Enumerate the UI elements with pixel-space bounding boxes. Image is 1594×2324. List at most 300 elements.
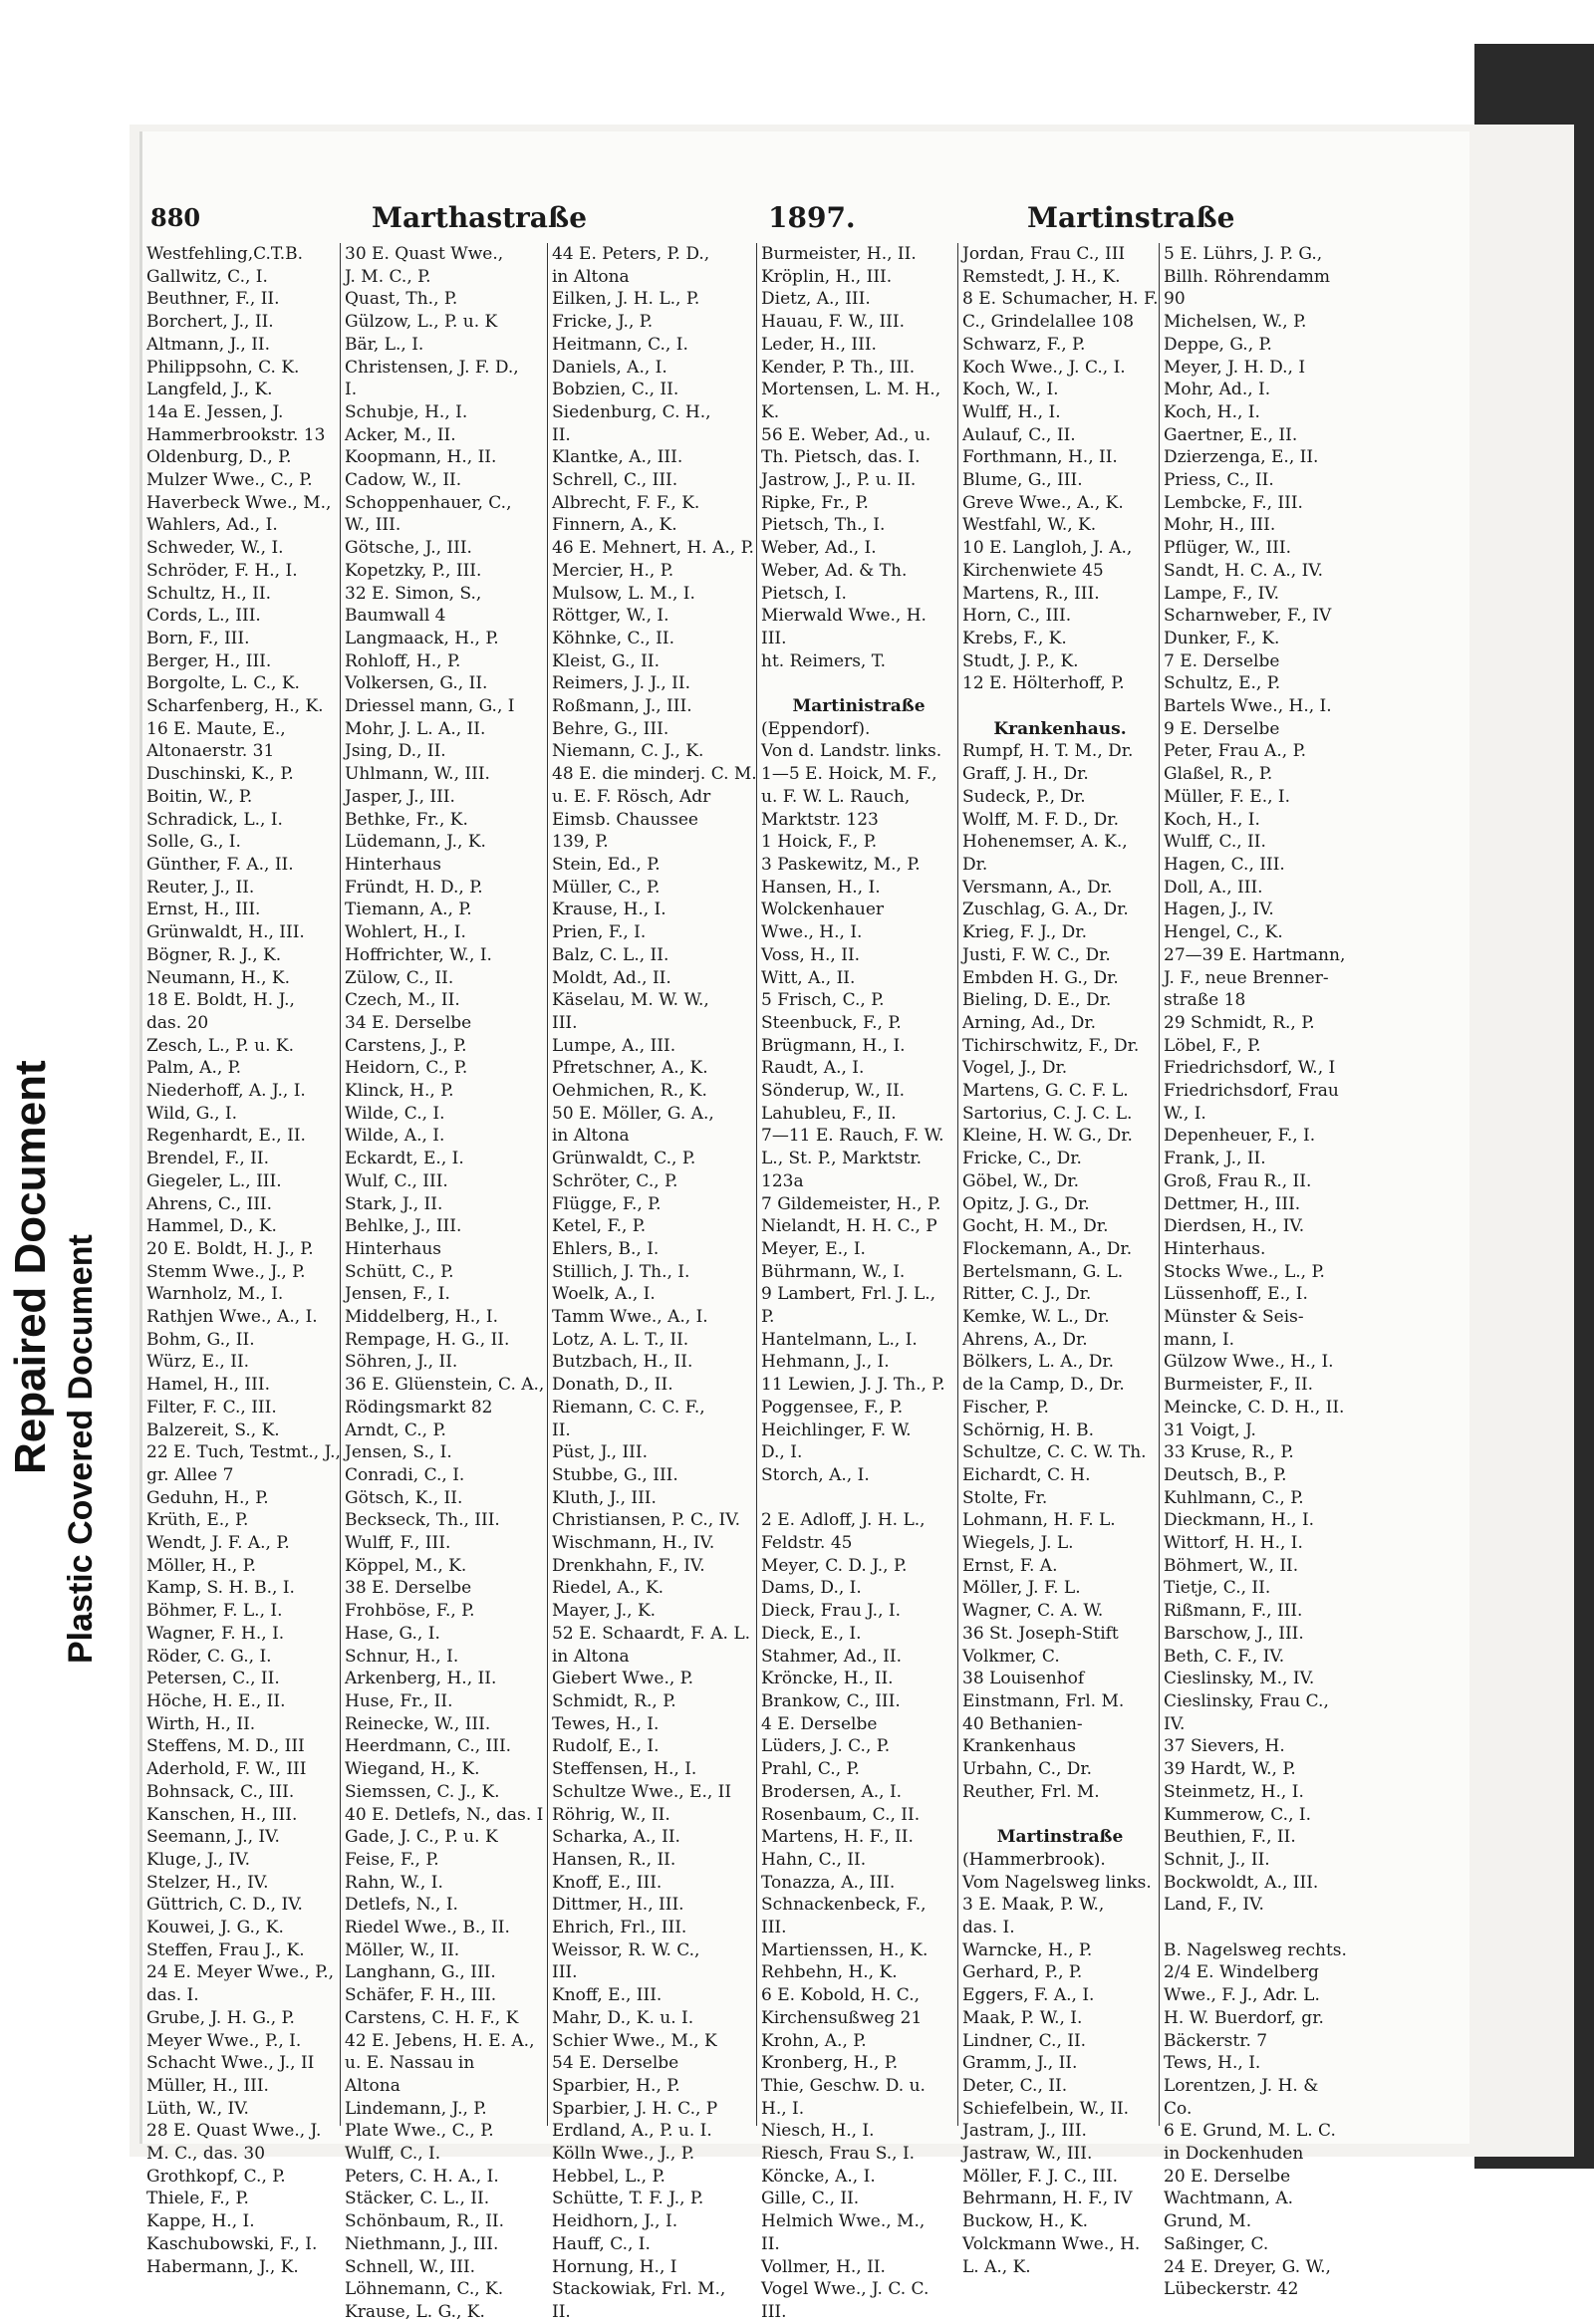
directory-line: 56 E. Weber, Ad., u. (761, 424, 931, 445)
directory-line: Stein, Ed., P. (552, 854, 661, 875)
directory-line: Koch Wwe., J. C., I. (962, 357, 1126, 378)
directory-line: Güttrich, C. D., IV. (146, 1895, 303, 1916)
directory-line: Justi, F. W. C., Dr. (962, 944, 1111, 965)
directory-line: Krebs, F., K. (962, 628, 1067, 648)
directory-line: Schier Wwe., M., K (552, 2030, 717, 2051)
directory-line: Urbahn, C., Dr. (962, 1759, 1093, 1780)
directory-line: u. F. W. L. Rauch, (761, 786, 911, 807)
directory-line: Wwe., F. J., Adr. L. (1164, 1985, 1320, 2006)
directory-line: 36 St. Joseph-Stift (962, 1623, 1119, 1644)
directory-line: Grothkopf, C., P. (146, 2166, 286, 2187)
column-4 (756, 243, 956, 2322)
directory-line: Krankenhaus (962, 1736, 1076, 1757)
directory-line: Schörnig, H. B. (962, 1420, 1095, 1440)
directory-line: Born, F., III. (146, 628, 250, 648)
directory-line: Müller, C., P. (552, 877, 661, 898)
directory-line: Steffensen, H., I. (552, 1759, 697, 1780)
directory-line: 14a E. Jessen, J. (146, 401, 284, 422)
directory-line: Weissor, R. W. C., (552, 1939, 700, 1960)
directory-line: Kaschubowski, F., I. (146, 2233, 318, 2254)
directory-line: Baumwall 4 (345, 606, 446, 627)
directory-line: Poggensee, F., P. (761, 1397, 904, 1418)
directory-line: Kirchenwiete 45 (962, 560, 1104, 581)
directory-line: Riedel, A., K. (552, 1578, 664, 1599)
side-label-line1: Repaired Document (6, 1060, 55, 1474)
directory-line: Dittmer, H., III. (552, 1895, 684, 1916)
directory-line: Löbel, F., P. (1164, 1035, 1261, 1056)
directory-line: 34 E. Derselbe (345, 1012, 472, 1033)
directory-line: Oldenburg, D., P. (146, 447, 292, 468)
directory-line: Lembcke, F., III. (1164, 492, 1303, 513)
directory-line: Koopmann, H., II. (345, 447, 497, 468)
directory-line: Kölln Wwe., J., P. (552, 2144, 695, 2165)
directory-line: Bertelsmann, G. L. (962, 1261, 1124, 1282)
directory-line: Peter, Frau A., P. (1164, 741, 1306, 762)
directory-line: Rosenbaum, C., II. (761, 1804, 921, 1825)
directory-line: Vogel Wwe., J. C. C. (761, 2279, 930, 2300)
directory-line: Tews, H., I. (1164, 2053, 1261, 2074)
directory-line: Co. (1164, 2098, 1193, 2119)
directory-line: Lüders, J. C., P. (761, 1736, 891, 1757)
directory-line: Hahn, C., II. (761, 1849, 867, 1870)
header-year: 1897. (768, 201, 856, 234)
directory-line: Ernst, F. A. (962, 1555, 1058, 1576)
directory-line: P. (761, 1307, 775, 1328)
directory-line: Volkersen, G., II. (345, 673, 488, 694)
directory-line: Stillich, J. Th., I. (552, 1261, 690, 1282)
directory-line: 4 E. Derselbe (761, 1713, 878, 1734)
directory-line: Regenhardt, E., II. (146, 1126, 306, 1147)
directory-line: III. (761, 2301, 787, 2322)
directory-line: Reinecke, W., III. (345, 1713, 491, 1734)
directory-line: Wolckenhauer (761, 900, 885, 920)
directory-line: Lüth, W., IV. (146, 2098, 249, 2119)
directory-line: Krause, H., I. (552, 900, 666, 920)
directory-line: Röhrig, W., II. (552, 1804, 670, 1825)
directory-line: Eggers, F. A., I. (962, 1985, 1095, 2006)
directory-line: Tietje, C., II. (1164, 1578, 1271, 1599)
directory-line: 27—39 E. Hartmann, (1164, 944, 1346, 965)
directory-line: Ketel, F., P. (552, 1216, 647, 1237)
directory-line: Michelsen, W., P. (1164, 312, 1307, 333)
directory-line: Rumpf, H. T. M., Dr. (962, 741, 1134, 762)
directory-line: Borgolte, L. C., K. (146, 673, 300, 694)
directory-line: 5 E. Lührs, J. P. G., (1164, 244, 1323, 264)
directory-line: Geduhn, H., P. (146, 1487, 269, 1508)
directory-line: Woelk, A., I. (552, 1284, 656, 1305)
directory-line: Krause, L. G., K. (345, 2301, 485, 2322)
directory-line (962, 695, 1158, 718)
directory-line: Hornung, H., I (552, 2256, 677, 2277)
directory-line: Stelzer, H., IV. (146, 1872, 269, 1893)
directory-line: Krieg, F. J., Dr. (962, 922, 1087, 943)
directory-line: Saßinger, C. (1164, 2233, 1269, 2254)
directory-line: Eichardt, C. H. (962, 1464, 1091, 1485)
side-label-line2: Plastic Covered Document (62, 1234, 100, 1664)
directory-line: Lahubleu, F., II. (761, 1103, 897, 1124)
directory-line: Schultze Wwe., E., II (552, 1781, 732, 1802)
directory-line: Rohloff, H., P. (345, 650, 461, 671)
directory-line: Jsing, D., II. (345, 741, 446, 762)
directory-line: Wilde, A., I. (345, 1126, 445, 1147)
directory-line: Günther, F. A., II. (146, 854, 294, 875)
directory-line: D., I. (761, 1442, 803, 1463)
directory-line: Steffens, M. D., III (146, 1736, 305, 1757)
directory-line: Acker, M., II. (345, 424, 456, 445)
directory-line: Solle, G., I. (146, 832, 241, 853)
directory-line: Scharnweber, F., IV (1164, 606, 1332, 627)
directory-line: Hammerbrookstr. 13 (146, 424, 326, 445)
directory-line: Groß, Frau R., II. (1164, 1170, 1312, 1191)
directory-line: Böhmer, F. L., I. (146, 1601, 283, 1622)
directory-line (761, 1487, 956, 1510)
directory-line: Christensen, J. F. D., (345, 357, 519, 378)
directory-line: Peters, C. H. A., I. (345, 2166, 499, 2187)
directory-line: in Dockenhuden (1164, 2144, 1304, 2165)
directory-line: Hinterhaus (345, 854, 441, 875)
directory-line: Bohnsack, C., III. (146, 1781, 295, 1802)
directory-line: Hoffrichter, W., I. (345, 944, 492, 965)
directory-line: Köhnke, C., II. (552, 628, 674, 648)
directory-line: Mohr, H., III. (1164, 515, 1276, 536)
directory-line: Ehrich, Frl., III. (552, 1918, 687, 1938)
directory-line: Schacht Wwe., J., II (146, 2053, 315, 2074)
directory-line: Pfretschner, A., K. (552, 1058, 708, 1079)
directory-line: Kröncke, H., II. (761, 1669, 894, 1689)
directory-line: Klinck, H., P. (345, 1081, 454, 1102)
directory-line: Ernst, H., III. (146, 900, 261, 920)
directory-line: Dr. (962, 854, 988, 875)
directory-line: in Altona (552, 266, 630, 287)
directory-line: Knoff, E., III. (552, 1872, 663, 1893)
directory-line: Kappe, H., I. (146, 2211, 255, 2232)
directory-line: 33 Kruse, R., P. (1164, 1442, 1294, 1463)
directory-line: Mortensen, L. M. H., (761, 380, 941, 400)
directory-line: Habermann, J., K. (146, 2256, 299, 2277)
directory-line: Brankow, C., III. (761, 1691, 901, 1711)
directory-line: Röttger, W., I. (552, 606, 669, 627)
directory-line: Schnackenbeck, F., (761, 1895, 927, 1916)
directory-line: Grünwaldt, C., P. (552, 1149, 696, 1169)
directory-line: 22 E. Tuch, Testmt., J., (146, 1442, 341, 1463)
directory-line: Warnholz, M., I. (146, 1284, 284, 1305)
directory-line: Dettmer, H., III. (1164, 1193, 1301, 1214)
directory-line: Martens, H. F., II. (761, 1827, 914, 1848)
directory-line: Möller, F. J. C., III. (962, 2166, 1119, 2187)
directory-line: Meyer, C. D. J., P. (761, 1555, 908, 1576)
directory-line: 2 E. Adloff, J. H. L., (761, 1510, 926, 1531)
directory-line (962, 1804, 1158, 1827)
directory-line: Götsch, K., II. (345, 1487, 463, 1508)
directory-line: Kleist, G., II. (552, 650, 661, 671)
directory-line: Wachtmann, A. (1164, 2189, 1294, 2209)
directory-line: M. C., das. 30 (146, 2144, 266, 2165)
directory-line: Müller, H., III. (146, 2075, 269, 2096)
directory-line: Schütte, T. F. J., P. (552, 2189, 704, 2209)
directory-line: Brodersen, A., I. (761, 1781, 903, 1802)
directory-line: Jensen, F., I. (345, 1284, 450, 1305)
directory-line: Gallwitz, C., I. (146, 266, 268, 287)
directory-line: straße 18 (1164, 990, 1246, 1011)
directory-line: Martens, G. C. F. L. (962, 1081, 1129, 1102)
directory-line: Sudeck, P., Dr. (962, 786, 1086, 807)
directory-line: Deutsch, B., P. (1164, 1464, 1287, 1485)
directory-line: Erdland, A., P. u. I. (552, 2121, 712, 2142)
directory-line: Schiefelbein, W., II. (962, 2098, 1130, 2119)
directory-line: Prien, F., I. (552, 922, 647, 943)
directory-line: Niethmann, J., III. (345, 2233, 499, 2254)
directory-line: Barschow, J., III. (1164, 1623, 1304, 1644)
directory-line: 44 E. Peters, P. D., (552, 244, 710, 264)
directory-line: Berger, H., III. (146, 650, 272, 671)
column-3 (547, 243, 757, 2322)
directory-line: de la Camp, D., Dr. (962, 1375, 1125, 1396)
directory-line: Wwe., H., I. (761, 922, 863, 943)
directory-line: Mohr, J. L. A., II. (345, 718, 486, 739)
directory-line: Riedel Wwe., B., II. (345, 1918, 510, 1938)
directory-line: Lindner, C., II. (962, 2030, 1087, 2051)
directory-line: Albrecht, F. F., K. (552, 492, 700, 513)
directory-line: Duschinski, K., P. (146, 764, 294, 785)
directory-line: Müller, F. E., I. (1164, 786, 1291, 807)
directory-line: III. (552, 1962, 578, 1983)
directory-line: Sparbier, J. H. C., P (552, 2098, 718, 2119)
directory-line: Stark, J., II. (345, 1193, 443, 1214)
directory-line: 50 E. Möller, G. A., (552, 1103, 714, 1124)
directory-line: Wagner, C. A. W. (962, 1601, 1104, 1622)
directory-line: I. (345, 380, 358, 400)
directory-line: Hengel, C., K. (1164, 922, 1283, 943)
directory-line: Jensen, S., I. (345, 1442, 452, 1463)
directory-line: Klantke, A., III. (552, 447, 683, 468)
directory-line: Münster & Seis- (1164, 1307, 1304, 1328)
directory-line: Ripke, Fr., P. (761, 492, 869, 513)
directory-line: Reuther, Frl. M. (962, 1781, 1100, 1802)
directory-line: Gülzow, L., P. u. K (345, 312, 498, 333)
directory-line: Westfehling,C.T.B. (146, 244, 304, 264)
directory-line: Lüssenhoff, E., I. (1164, 1284, 1308, 1305)
directory-line: Eimsb. Chaussee (552, 809, 698, 830)
directory-line: Nielandt, H. H. C., P (761, 1216, 937, 1237)
directory-line: mann, I. (1164, 1329, 1235, 1350)
directory-line: Finnern, A., K. (552, 515, 677, 536)
section-heading: Martinstraße (996, 1827, 1124, 1848)
directory-line: Kemke, W. L., Dr. (962, 1307, 1110, 1328)
directory-line: Stahmer, Ad., II. (761, 1646, 903, 1667)
column-5 (957, 243, 1159, 2277)
directory-line: Mahr, D., K. u. I. (552, 2007, 694, 2028)
directory-line: Cieslinsky, M., IV. (1164, 1669, 1315, 1689)
directory-line: Stolte, Fr. (962, 1487, 1048, 1508)
directory-line: Middelberg, H., I. (345, 1307, 499, 1328)
directory-line: 7—11 E. Rauch, F. W. (761, 1126, 944, 1147)
directory-line: Greve Wwe., A., K. (962, 492, 1124, 513)
directory-line: Arkenberg, H., II. (345, 1669, 497, 1689)
directory-line: Tewes, H., I. (552, 1713, 660, 1734)
directory-line: Dzierzenga, E., II. (1164, 447, 1319, 468)
directory-line: Altmann, J., II. (146, 334, 271, 355)
directory-line: Drenkhahn, F., IV. (552, 1555, 705, 1576)
directory-line: Horn, C., III. (962, 606, 1072, 627)
directory-line: Frank, J., II. (1164, 1149, 1266, 1169)
directory-line: Böhmert, W., II. (1164, 1555, 1299, 1576)
directory-line: Koch, H., I. (1164, 401, 1260, 422)
directory-line: Zülow, C., II. (345, 967, 454, 988)
column-2 (340, 243, 546, 2322)
directory-line: Knoff, E., III. (552, 1985, 663, 2006)
directory-line: Lüdemann, J., K. (345, 832, 486, 853)
directory-line: Schnell, W., III. (345, 2256, 476, 2277)
directory-line: Weber, Ad., I. (761, 538, 877, 559)
directory-line: 24 E. Meyer Wwe., P., (146, 1962, 335, 1983)
directory-line: Land, F., IV. (1164, 1895, 1264, 1916)
directory-line: Schnur, H., I. (345, 1646, 459, 1667)
directory-line: Dieck, Frau J., I. (761, 1601, 901, 1622)
directory-line: Wild, G., I. (146, 1103, 238, 1124)
directory-line: Billh. Röhrendamm (1164, 266, 1330, 287)
directory-line: III. (761, 1918, 787, 1938)
directory-line: 24 E. Dreyer, G. W., (1164, 2256, 1331, 2277)
directory-line: II. (552, 2301, 571, 2322)
directory-line: Jastram, J., III. (962, 2121, 1087, 2142)
directory-line: Cadow, W., II. (345, 470, 462, 491)
directory-line: Zuschlag, G. A., Dr. (962, 900, 1129, 920)
directory-line: Krüth, E., P. (146, 1510, 249, 1531)
directory-line: Kouwei, J. G., K. (146, 1918, 284, 1938)
directory-line: Ahrens, A., Dr. (962, 1329, 1088, 1350)
directory-line: 7 Gildemeister, H., P. (761, 1193, 941, 1214)
directory-line: Fricke, C., Dr. (962, 1149, 1082, 1169)
directory-line: Altonaerstr. 31 (146, 741, 275, 762)
directory-line: Steinmetz, H., I. (1164, 1781, 1304, 1802)
directory-line: Wulff, F., III. (345, 1533, 451, 1554)
section-heading: Krankenhaus. (993, 718, 1127, 739)
directory-line: Maak, P. W., I. (962, 2007, 1083, 2028)
directory-line: Schnit, J., II. (1164, 1849, 1270, 1870)
directory-line: Rathjen Wwe., A., I. (146, 1307, 318, 1328)
directory-line: Koch, W., I. (962, 380, 1059, 400)
directory-line: Versmann, A., Dr. (962, 877, 1113, 898)
directory-line: Gülzow Wwe., H., I. (1164, 1352, 1334, 1373)
directory-line: Tiemann, A., P. (345, 900, 472, 920)
directory-line: Schrell, C., III. (552, 470, 678, 491)
directory-line: 2/4 E. Windelberg (1164, 1962, 1319, 1983)
directory-line: III. (761, 628, 787, 648)
directory-line: Stocks Wwe., L., P. (1164, 1261, 1325, 1282)
directory-line: das. 20 (146, 1012, 209, 1033)
directory-line: Gaertner, E., II. (1164, 424, 1298, 445)
directory-line: Ritter, C. J., Dr. (962, 1284, 1092, 1305)
directory-line: Dunker, F., K. (1164, 628, 1280, 648)
directory-line: Donath, D., II. (552, 1375, 673, 1396)
directory-line: Martens, R., III. (962, 583, 1100, 604)
directory-line: Aderhold, F. W., III (146, 1759, 307, 1780)
directory-line: u. E. F. Rösch, Adr (552, 786, 711, 807)
directory-line: Schröder, F. H., I. (146, 560, 298, 581)
directory-line: Köppel, M., K. (345, 1555, 467, 1576)
directory-line: Frohböse, F., P. (345, 1601, 475, 1622)
directory-line: Fründt, H. D., P. (345, 877, 483, 898)
directory-line: Giegeler, L., III. (146, 1170, 282, 1191)
directory-line: L., St. P., Marktstr. (761, 1149, 923, 1169)
directory-line: 16 E. Maute, E., (146, 718, 286, 739)
directory-line: Gade, J. C., P. u. K (345, 1827, 498, 1848)
directory-line: Langhann, G., III. (345, 1962, 496, 1983)
directory-line: Schmidt, R., P. (552, 1691, 676, 1711)
directory-line: Langmaack, H., P. (345, 628, 499, 648)
directory-line: Prahl, C., P. (761, 1759, 860, 1780)
directory-line: Daniels, A., I. (552, 357, 667, 378)
directory-line: Brendel, F., II. (146, 1149, 270, 1169)
directory-line: Raudt, A., I. (761, 1058, 865, 1079)
directory-line: Reimers, J. J., II. (552, 673, 690, 694)
directory-line: Seemann, J., IV. (146, 1827, 280, 1848)
directory-line: Storch, A., I. (761, 1464, 870, 1485)
directory-line: II. (761, 2233, 780, 2254)
directory-line: Dieckmann, H., I. (1164, 1510, 1315, 1531)
directory-line: Brügmann, H., I. (761, 1035, 906, 1056)
directory-line: Meyer Wwe., P., I. (146, 2030, 302, 2051)
header-left-title: Marthastraße (372, 201, 588, 234)
directory-line: 9 E. Derselbe (1164, 718, 1280, 739)
directory-line: Filter, F. C., III. (146, 1397, 277, 1418)
directory-line: Köncke, A., I. (761, 2166, 876, 2187)
directory-line: Bockwoldt, A., III. (1164, 1872, 1319, 1893)
directory-line: 3 E. Maak, P. W., (962, 1895, 1105, 1916)
directory-line: Bölkers, L. A., Dr. (962, 1352, 1115, 1373)
directory-line: Röder, C. G., I. (146, 1646, 272, 1667)
directory-line: 11 Lewien, J. J. Th., P. (761, 1375, 945, 1396)
directory-line: Studt, J. P., K. (962, 650, 1079, 671)
directory-line: Sönderup, W., II. (761, 1081, 906, 1102)
directory-line: Rempage, H. G., II. (345, 1329, 510, 1350)
directory-line: Thiele, F., P. (146, 2189, 249, 2209)
directory-line: 37 Sievers, H. (1164, 1736, 1285, 1757)
directory-line: Oehmichen, R., K. (552, 1081, 707, 1102)
directory-line: 12 E. Hölterhoff, P. (962, 673, 1125, 694)
directory-line: Heidhorn, J., I. (552, 2211, 678, 2232)
directory-line: Schultz, E., P. (1164, 673, 1281, 694)
directory-line: Dams, D., I. (761, 1578, 862, 1599)
directory-line: 20 E. Derselbe (1164, 2166, 1291, 2187)
directory-line: Höche, H. E., II. (146, 1691, 286, 1711)
directory-line: Rißmann, F., III. (1164, 1601, 1303, 1622)
directory-line: Volckmann Wwe., H. (962, 2233, 1141, 2254)
directory-line: Aulauf, C., II. (962, 424, 1076, 445)
directory-line: 46 E. Mehnert, H. A., P. (552, 538, 754, 559)
directory-line: Hinterhaus. (1164, 1238, 1266, 1259)
directory-line: Lindemann, J., P. (345, 2098, 487, 2119)
directory-line: 29 Schmidt, R., P. (1164, 1012, 1315, 1033)
directory-line: 9 Lambert, Frl. J. L., (761, 1284, 936, 1305)
directory-line: Mierwald Wwe., H. (761, 606, 927, 627)
directory-line: 3 Paskewitz, M., P. (761, 854, 921, 875)
directory-line: (Hammerbrook). (962, 1849, 1106, 1870)
directory-line: Wagner, F. H., I. (146, 1623, 285, 1644)
directory-line: Hammel, D., K. (146, 1216, 277, 1237)
directory-line: Jasper, J., III. (345, 786, 455, 807)
directory-line: Würz, E., II. (146, 1352, 250, 1373)
directory-line: Wittorf, H. H., I. (1164, 1533, 1303, 1554)
directory-line: 90 (1164, 289, 1186, 310)
directory-line: Göbel, W., Dr. (962, 1170, 1080, 1191)
column-1 (142, 243, 341, 2277)
directory-line: II. (552, 1420, 571, 1440)
directory-line: Kirchensußweg 21 (761, 2007, 923, 2028)
directory-line: Schütt, C., P. (345, 1261, 454, 1282)
directory-line: Kamp, S. H. B., I. (146, 1578, 295, 1599)
directory-line: Grund, M. (1164, 2211, 1252, 2232)
